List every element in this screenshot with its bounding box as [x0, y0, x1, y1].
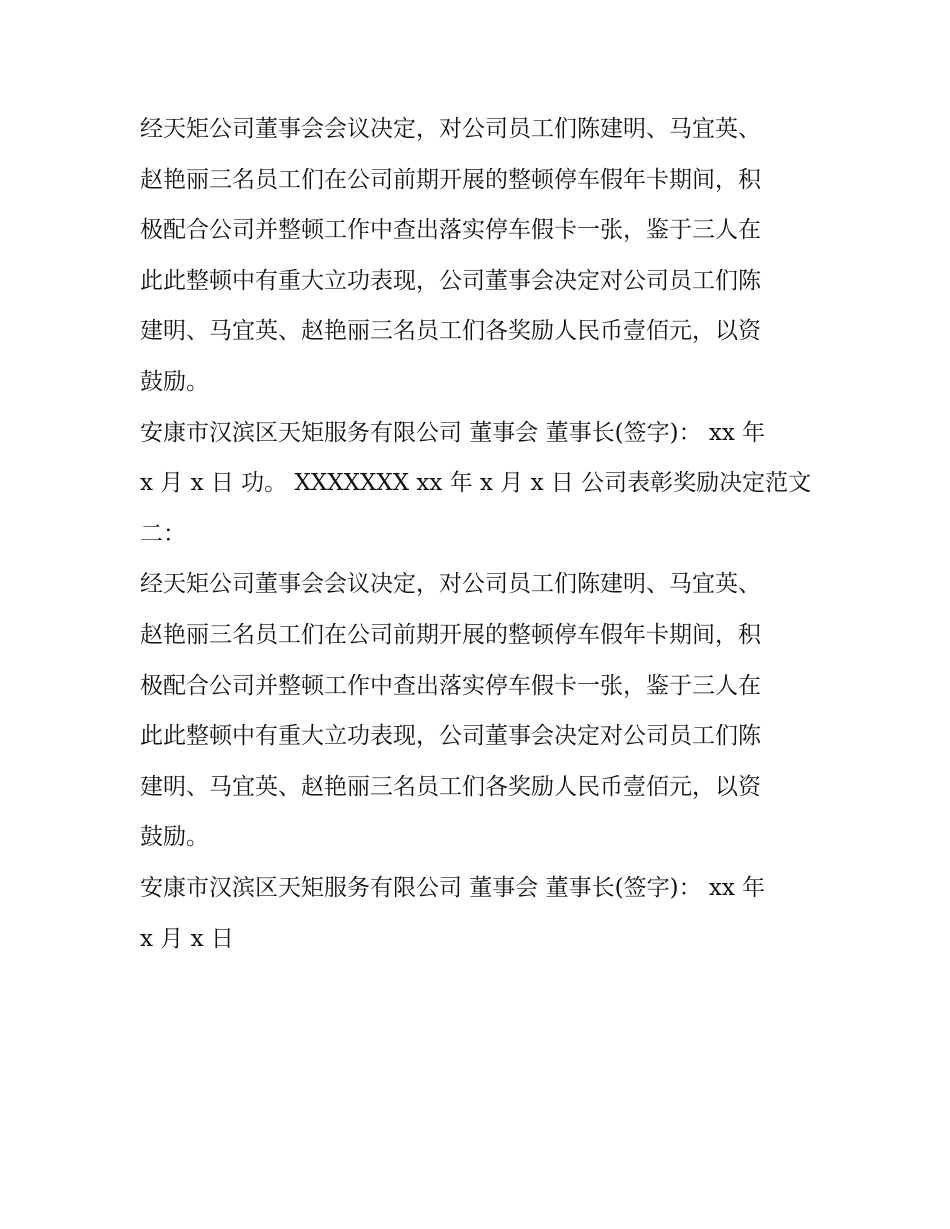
signature-line: 安康市汉滨区天矩服务有限公司 董事会 董事长(签字)： xx 年: [140, 419, 766, 446]
signature-line: 安康市汉滨区天矩服务有限公司 董事会 董事长(签字)： xx 年: [140, 874, 766, 901]
body-line: 经天矩公司董事会会议决定，对公司员工们陈建明、马宜英、: [140, 116, 761, 142]
body-line: 建明、马宜英、赵艳丽三名员工们各奖励人民币壹佰元，以资: [140, 318, 761, 345]
section-heading: 二：: [140, 520, 186, 547]
body-line: 赵艳丽三名员工们在公司前期开展的整顿停车假年卡期间，积: [140, 166, 761, 193]
document-body: [140, 104, 812, 964]
body-line: 鼓励。: [140, 368, 209, 395]
body-line: 此此整顿中有重大立功表现，公司董事会决定对公司员工们陈: [140, 723, 761, 750]
body-line: 极配合公司并整顿工作中查出落实停车假卡一张，鉴于三人在: [140, 672, 761, 699]
body-line: 此此整顿中有重大立功表现，公司董事会决定对公司员工们陈: [140, 267, 761, 294]
body-line: 建明、马宜英、赵艳丽三名员工们各奖励人民币壹佰元，以资: [140, 773, 761, 800]
body-line: 鼓励。: [140, 824, 209, 851]
body-line: 经天矩公司董事会会议决定，对公司员工们陈建明、马宜英、: [140, 571, 761, 598]
body-line: 极配合公司并整顿工作中查出落实停车假卡一张，鉴于三人在: [140, 217, 761, 244]
body-line: 赵艳丽三名员工们在公司前期开展的整顿停车假年卡期间，积: [140, 621, 761, 648]
date-line: x 月 x 日 功。 XXXXXXX xx 年 x 月 x 日 公司表彰奖励决定范文: [140, 470, 812, 497]
date-line: x 月 x 日: [140, 925, 234, 952]
